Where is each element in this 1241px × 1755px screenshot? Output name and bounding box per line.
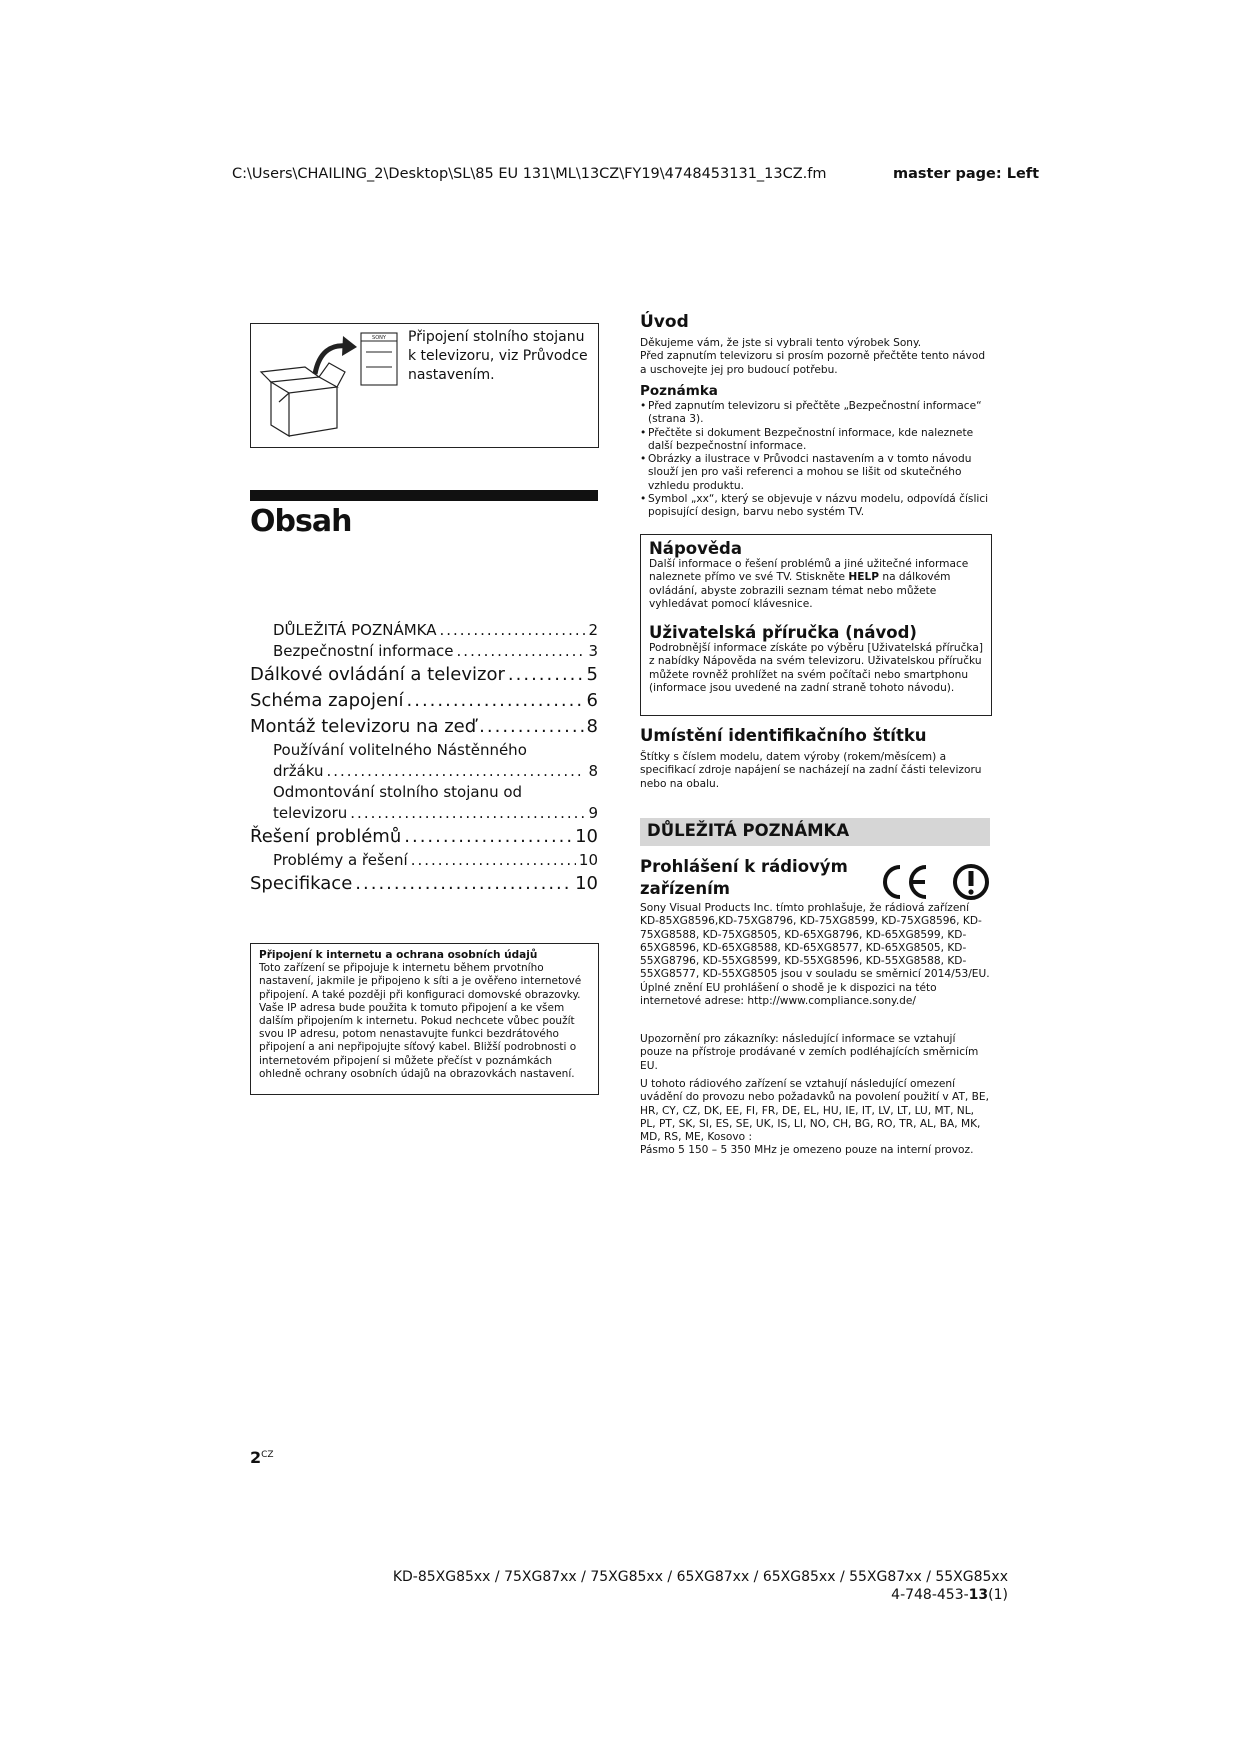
- restrictions-countries: U tohoto rádiového zařízení se vztahují následující omezení uvádění do provozu nebo požadavků na povolení použití v AT, BE, HR, CY, CZ, DK, EE, FI, FR, DE, EL, HU, IE, IT, LV, LT, LU, MT, NL, PL, PT, SK, SI, ES, SE, UK, IS, LI, NO, CH, BG, RO, TR, AL, BA, MK, MD, RS, ME, Kosovo :: [640, 1078, 989, 1144]
- radio-declaration-text: Sony Visual Products Inc. tímto prohlašuje, že rádiová zařízení KD-85XG8596,KD-75XG8796, KD-75XG8599, KD-75XG8596, KD-75XG8588, KD-75XG8505, KD-65XG8796, KD-65XG8599, KD-65XG8596, KD-65XG8588, KD-65XG8577, KD-65XG8505, KD-55XG8796, KD-55XG8599, KD-55XG8596, KD-55XG8588, KD-55XG8577, KD-55XG8505 jsou v souladu se směrnicí 2014/53/EU. Úplné znění EU prohlášení o shodě je k dispozici na této internetové adrese: http://www.compliance.sony.de/: [640, 902, 990, 1008]
- toc-entry[interactable]: [250, 662, 598, 688]
- stand-attachment-text: Připojení stolního stojanu k televizoru, viz Průvodce nastavením.: [408, 329, 588, 383]
- restrictions-text: [640, 1078, 990, 1158]
- napoveda-heading: Nápověda: [649, 539, 742, 558]
- prirucka-heading: Uživatelská příručka (návod): [649, 623, 917, 643]
- toc-entry[interactable]: [250, 824, 598, 850]
- toc-title: Obsah: [250, 504, 352, 539]
- important-note-label: DŮLEŽITÁ POZNÁMKA: [647, 821, 850, 840]
- toc-entry-page: 6: [586, 690, 598, 711]
- manual-brand: SONY: [372, 335, 386, 341]
- toc-entry[interactable]: [250, 620, 598, 641]
- toc-entry-label: Montáž televizoru na zeď: [250, 716, 477, 737]
- label-location-heading: Umístění identifikačního štítku: [640, 726, 927, 745]
- toc-entry-line1[interactable]: [250, 740, 598, 761]
- restrictions-band: Pásmo 5 150 – 5 350 MHz je omezeno pouze na interní provoz.: [640, 1144, 974, 1157]
- master-page-label: master page: Left: [893, 166, 1040, 182]
- toc-entry-page: 10: [578, 851, 598, 869]
- toc-entry-page: 3: [588, 642, 598, 660]
- toc-entry[interactable]: [250, 688, 598, 714]
- note-list: [640, 400, 990, 520]
- radio-declaration-heading: Prohlášení k rádiovým zařízením: [640, 857, 848, 898]
- toc-entry[interactable]: [250, 761, 598, 782]
- toc-entry-label: Schéma zapojení: [250, 690, 404, 711]
- table-of-contents: [250, 620, 598, 897]
- toc-entry[interactable]: [250, 641, 598, 662]
- uvod-paragraph: Před zapnutím televizoru si prosím pozorně přečtěte tento návod a uschovejte jej pro budoucí potřebu.: [640, 350, 986, 376]
- toc-entry-page: 10: [575, 873, 598, 894]
- toc-entry-page: 2: [588, 621, 598, 639]
- toc-entry[interactable]: [250, 850, 598, 871]
- alert-mark-icon: [955, 866, 987, 898]
- toc-entry-label: televizoru: [273, 804, 348, 822]
- toc-entry-label: Řešení problémů: [250, 826, 402, 847]
- toc-entry-label: Dálkové ovládání a televizor: [250, 664, 505, 685]
- toc-entry-label: Bezpečnostní informace: [273, 642, 454, 660]
- note-heading: Poznámka: [640, 383, 718, 399]
- page-number-suffix: CZ: [261, 1450, 274, 1460]
- toc-entry-label: Odmontování stolního stojanu od: [273, 783, 523, 801]
- stand-attachment-box: [250, 323, 599, 448]
- internet-privacy-title: Připojení k internetu a ochrana osobních údajů: [259, 949, 538, 961]
- toc-entry[interactable]: [250, 714, 598, 740]
- toc-entry-page: 8: [588, 762, 598, 780]
- note-item: • Symbol „xx“, který se objevuje v názvu modelu, odpovídá číslici popisující design, barvu nebo systém TV.: [640, 493, 990, 520]
- ce-alert-marks: [880, 862, 992, 902]
- footer-models: KD-85XG85xx / 75XG87xx / 75XG85xx / 65XG87xx / 65XG85xx / 55XG87xx / 55XG85xx: [392, 1569, 1008, 1585]
- toc-entry-page: 8: [586, 716, 598, 737]
- toc-entry-label: držáku: [273, 762, 324, 780]
- toc-entry[interactable]: [250, 871, 598, 897]
- label-location-text: Štítky s číslem modelu, datem výroby (rokem/měsícem) a specifikací zdroje napájení se nacházejí na zadní části televizoru nebo na obalu.: [640, 751, 982, 790]
- toc-entry-label: DŮLEŽITÁ POZNÁMKA: [273, 621, 437, 639]
- toc-entry-label: Problémy a řešení: [273, 851, 408, 869]
- customer-notice-text: Upozornění pro zákazníky: následující informace se vztahují pouze na přístroje prodávané v zemích podléhajících směrnicím EU.: [640, 1033, 979, 1072]
- uvod-paragraph: Děkujeme vám, že jste si vybrali tento výrobek Sony.: [640, 337, 922, 349]
- toc-entry-page: 9: [588, 804, 598, 822]
- note-item: • Před zapnutím televizoru si přečtěte „Bezpečnostní informace“ (strana 3).: [640, 400, 990, 427]
- toc-entry-label: Specifikace: [250, 873, 353, 894]
- help-box: [640, 534, 992, 716]
- toc-entry-page: 10: [575, 826, 598, 847]
- toc-entry-label: Používání volitelného Nástěnného: [273, 741, 527, 759]
- help-key-label: HELP: [848, 571, 879, 584]
- page-number: $2^{CZ}$: [250, 1448, 274, 1467]
- toc-entry[interactable]: [250, 803, 598, 824]
- toc-entry-line1[interactable]: [250, 782, 598, 803]
- important-note-band: [640, 818, 990, 846]
- internet-privacy-box: [250, 943, 599, 1095]
- note-item: • Obrázky a ilustrace v Průvodci nastavením a v tomto návodu slouží jen pro vaši referenci a mohou se lišit od skutečného vzhledu produktu.: [640, 453, 990, 493]
- napoveda-text: Další informace o řešení problémů a jiné užitečné informace naleznete přímo ve své TV. Stiskněte HELP na dálkovém ovládání, abyste zobrazili seznam témat nebo můžete vyhledávat pomocí klávesnice.: [649, 558, 969, 610]
- uvod-text: [640, 337, 990, 377]
- toc-title-bar: [250, 490, 598, 501]
- internet-privacy-body: Toto zařízení se připojuje k internetu během prvotního nastavení, jakmile je připojeno k síti a je ověřeno internetové připojení. A také později při konfiguraci domovské obrazovky. Vaše IP adresa bude použita k tomuto připojení a ke všem dalším připojením k internetu. Pokud nechcete vůbec použít svou IP adresu, potom nenastavujte funkci bezdrátového připojení a ani nepřipojujte síťový kabel. Bližší podrobnosti o internetovém připojení si můžete přečíst v poznámkách ohledně ochrany osobních údajů na obrazovkách nastavení.: [259, 962, 582, 1080]
- ce-mark-icon: [885, 867, 926, 897]
- note-item: • Přečtěte si dokument Bezpečnostní informace, kde naleznete další bezpečnostní informace.: [640, 427, 990, 454]
- uvod-heading: Úvod: [640, 312, 689, 332]
- box-and-manual-illustration: [257, 330, 402, 440]
- prirucka-text: Podrobnější informace získáte po výběru [Uživatelská příručka] z nabídky Nápověda na svém televizoru. Uživatelskou příručku můžete rovněž prohlížet na svém počítači nebo smartphonu (informace jsou uvedené na zadní straně tohoto návodu).: [649, 642, 983, 695]
- toc-entry-page: 5: [586, 664, 598, 685]
- footer-code: 4-748-453-13(1): [891, 1587, 1008, 1603]
- file-path: C:\Users\CHAILING_2\Desktop\SL\85 EU 131\ML\13CZ\FY19\4748453131_13CZ.fm: [232, 166, 827, 182]
